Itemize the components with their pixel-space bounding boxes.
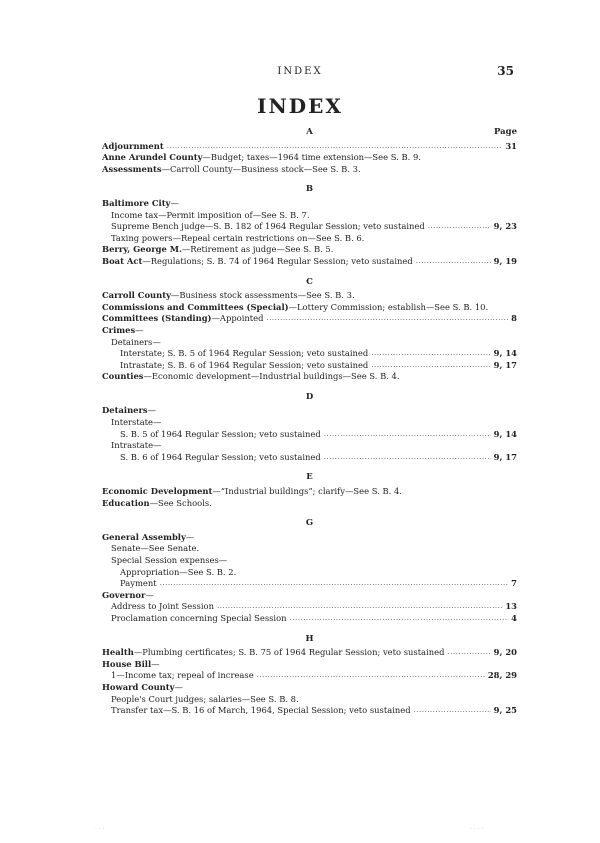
entry-text: Income tax—Permit imposition of—See S. B. 7.: [111, 209, 310, 220]
index-entry: [102, 417, 517, 429]
entry-text: Interstate—: [111, 417, 162, 428]
index-entry: [102, 670, 517, 682]
entry-pages: 13: [505, 601, 517, 612]
section-letter: [102, 392, 517, 404]
dot-leader: [414, 705, 491, 717]
entry-heading: Detainers: [102, 405, 148, 416]
entry-pages: 9, 19: [493, 255, 517, 266]
index-entry: [102, 210, 517, 222]
dot-leader: [257, 670, 485, 682]
index-entry: [102, 405, 517, 417]
entry-text: Transfer tax—S. B. 16 of March, 1964, Special Session; veto sustained: [111, 705, 411, 716]
entry-text: Senate—See Senate.: [111, 543, 200, 554]
entry-pages: 28, 29: [487, 670, 517, 681]
dot-leader: [266, 313, 508, 325]
running-head: INDEX: [277, 66, 323, 77]
entry-text: —Appointed: [211, 313, 264, 324]
entry-text: —Regulations; S. B. 74 of 1964 Regular Session; veto sustained: [142, 255, 413, 266]
index-entry: [102, 244, 517, 256]
index-entry: [102, 694, 517, 706]
dot-leader: [324, 429, 491, 441]
index-entry: [102, 578, 517, 590]
entry-text: —Budget; taxes—1964 time extension—See S. B. 9.: [202, 152, 421, 163]
entry-text: —: [135, 324, 144, 335]
section-letter: [102, 184, 517, 196]
entry-text: —Economic development—Industrial buildings—See S. B. 4.: [143, 371, 400, 382]
index-entry: [102, 543, 517, 555]
entry-text: S. B. 5 of 1964 Regular Session; veto sustained: [120, 428, 321, 439]
index-entry: [102, 590, 517, 602]
index-page: INDEX 35 INDEX A Page Adjournment ..... 31 Anne Arundel County—Budget; taxes—1964 time extension—See S. B. 9. Assessments—Carroll County—Business stock—See S. B. 3. B Baltimore City— Income tax—Permit imposition of—See S. B. 7. Supreme Bench judge—S. B. 182 of 1964 Regular Session; veto sustained ..... 9, 23 Taxing powers—Repeal certain restrictions on—See S. B. 6. Berry, George M.—Retirement as judge—See S. B. 5. Boat Act—Regulations; S. B. 74 of 1964 Regular Session; veto sustained ..... 9, 19 C Carroll County—Business stock assessments—See S. B. 3. Commissions and Committees (Special)—Lottery Commission; establish—See S. B. 10. Committees (Standing)—Appointed ..... 8 Crimes— Detainers— Interstate; S. B. 5 of 1964 Regular Session; veto sustained ..... 9, 14 Intrastate; S. B. 6 of 1964 Regular Session; veto sustained ..... 9, 17 Counties—Economic development—Industrial buildings—See S. B. 4. D Detainers— Interstate— S. B. 5 of 1964 Regular Session; veto sustained ..... 9, 14 Intrastate— S. B. 6 of 1964 Regular Session; veto sustained ..... 9, 17 E Economic Development—“Industrial buildings”; clarify—See S. B. 4. Education—See Schools. G General Assembly— Senate—See Senate. Special Session expenses— Appropriation—See S. B. 2. Payment ..... 7 Governor— Address to Joint Session ..... 13 Proclamation concerning Special Session ..... 4 H Health—Plumbing certificates; S. B. 75 of 1964 Regular Session; veto sustained ..... 9, 20 House Bill— 1—Income tax; repeal of increase ..... 28, 29 Howard County— People's Court judges; salaries—See S. B. 8. Transfer tax—S. B. 16 of March, 1964, Special Session; veto sustained ..... 9, 25 · · · · · · ·: [0, 0, 600, 843]
section-letter-text: H: [305, 633, 314, 644]
entry-text: —Plumbing certificates; S. B. 75 of 1964 Regular Session; veto sustained: [133, 647, 445, 658]
entry-pages: 9, 23: [493, 221, 517, 232]
index-entry: [102, 452, 517, 464]
entry-pages: 9, 17: [493, 359, 517, 370]
entry-text: Supreme Bench judge—S. B. 182 of 1964 Regular Session; veto sustained: [111, 221, 425, 232]
index-entry: [102, 360, 517, 372]
entry-text: 1—Income tax; repeal of increase: [111, 670, 254, 681]
dot-leader: [290, 613, 509, 625]
entry-text: —: [170, 197, 179, 208]
index-entry: [102, 141, 517, 153]
section-letter: [102, 518, 517, 530]
section-letter-text: G: [305, 518, 314, 529]
entry-text: —Carroll County—Business stock—See S. B. 3.: [161, 163, 361, 174]
entry-text: —: [145, 589, 154, 600]
section-letter-text: E: [306, 472, 313, 483]
entry-text: Interstate; S. B. 5 of 1964 Regular Session; veto sustained: [120, 348, 369, 359]
entry-pages: 7: [511, 578, 517, 589]
entry-heading: Commissions and Committees (Special): [102, 301, 289, 312]
entry-text: —“Industrial buildings”; clarify—See S. B. 4.: [212, 486, 402, 497]
entry-heading: Counties: [102, 371, 144, 382]
entry-pages: 8: [511, 313, 517, 324]
index-entry: [102, 532, 517, 544]
section-letter: [102, 277, 517, 289]
entry-heading: Assessments: [102, 163, 162, 174]
index-entry: [102, 647, 517, 659]
index-entry: [102, 486, 517, 498]
entry-heading: Governor: [102, 589, 146, 600]
index-entry: [102, 371, 517, 383]
dot-leader: [167, 141, 503, 153]
entry-heading: Crimes: [102, 324, 136, 335]
entry-pages: 9, 17: [493, 451, 517, 462]
index-entry: [102, 337, 517, 349]
entry-pages: 4: [511, 612, 517, 623]
section-letter-text: D: [305, 391, 314, 402]
entry-heading: General Assembly: [102, 531, 186, 542]
entry-text: —: [174, 681, 183, 692]
entry-text: Taxing powers—Repeal certain restrictions on—See S. B. 6.: [111, 232, 365, 243]
index-body: [102, 127, 517, 717]
index-entry: [102, 198, 517, 210]
entry-text: —: [185, 531, 195, 542]
entry-text: Payment: [120, 578, 157, 589]
index-entry: [102, 152, 517, 164]
entry-text: People's Court judges; salaries—See S. B. 8.: [111, 693, 299, 704]
index-entry: [102, 705, 517, 717]
entry-heading: Education: [102, 497, 150, 508]
index-entry: [102, 440, 517, 452]
entry-text: Address to Joint Session: [111, 601, 214, 612]
entry-heading: Economic Development: [102, 486, 213, 497]
entry-heading: Health: [102, 647, 134, 658]
dot-leader: [217, 601, 502, 613]
index-entry: [102, 233, 517, 245]
entry-text: S. B. 6 of 1964 Regular Session; veto sustained: [120, 451, 321, 462]
dot-leader: [447, 647, 490, 659]
entry-pages: 9, 25: [493, 705, 517, 716]
index-entry: [102, 682, 517, 694]
page-title: INDEX: [257, 94, 343, 118]
entry-heading: Boat Act: [102, 255, 143, 266]
index-entry: [102, 601, 517, 613]
section-letter-text: A: [306, 127, 313, 137]
entry-text: —Business stock assessments—See S. B. 3.: [170, 290, 355, 301]
index-entry: [102, 221, 517, 233]
page-column-label: Page: [493, 127, 517, 137]
entry-pages: 9, 14: [493, 348, 517, 359]
entry-text: Detainers—: [111, 336, 161, 347]
entry-heading: Committees (Standing): [102, 313, 212, 324]
section-letter-text: B: [305, 184, 314, 195]
entry-heading: House Bill: [102, 658, 152, 669]
index-entry: [102, 313, 517, 325]
index-entry: [102, 613, 517, 625]
entry-text: —Retirement as judge—See S. B. 5.: [181, 244, 334, 255]
dot-leader: [416, 256, 491, 268]
index-entry: [102, 659, 517, 671]
entry-heading: Howard County: [102, 681, 175, 692]
entry-pages: 9, 20: [493, 647, 517, 658]
dot-leader: [324, 452, 491, 464]
entry-pages: 9, 14: [493, 428, 517, 439]
index-entry: [102, 555, 517, 567]
entry-heading: Adjournment: [102, 140, 164, 151]
index-entry: [102, 290, 517, 302]
index-entry: [102, 567, 517, 579]
dot-leader: [160, 578, 509, 590]
section-letter-text: C: [306, 276, 313, 287]
index-entry: [102, 256, 517, 268]
dot-leader: [428, 221, 491, 233]
entry-text: Appropriation—See S. B. 2.: [120, 566, 237, 577]
index-entry: [102, 429, 517, 441]
page-number: 35: [497, 64, 514, 78]
index-entry: [102, 164, 517, 176]
index-entry: [102, 325, 517, 337]
entry-text: Intrastate; S. B. 6 of 1964 Regular Session; veto sustained: [120, 359, 369, 370]
index-entry: [102, 302, 517, 314]
index-entry: [102, 498, 517, 510]
section-letter: [102, 127, 517, 139]
entry-pages: 31: [505, 140, 517, 151]
entry-text: Intrastate—: [111, 440, 162, 451]
entry-heading: Anne Arundel County: [102, 152, 203, 163]
section-letter: [102, 472, 517, 484]
dot-leader: [371, 348, 490, 360]
entry-text: Special Session expenses—: [111, 555, 228, 565]
entry-heading: Carroll County: [102, 290, 171, 301]
entry-text: —: [147, 405, 156, 416]
entry-heading: Berry, George M.: [102, 244, 182, 255]
entry-heading: Baltimore City: [102, 197, 171, 208]
section-letter: [102, 634, 517, 646]
entry-text: —See Schools.: [149, 497, 212, 508]
entry-text: —: [151, 658, 160, 669]
entry-text: Proclamation concerning Special Session: [111, 612, 287, 623]
index-entry: [102, 348, 517, 360]
dot-leader: [371, 360, 490, 372]
entry-text: —Lottery Commission; establish—See S. B. 10.: [288, 301, 489, 312]
